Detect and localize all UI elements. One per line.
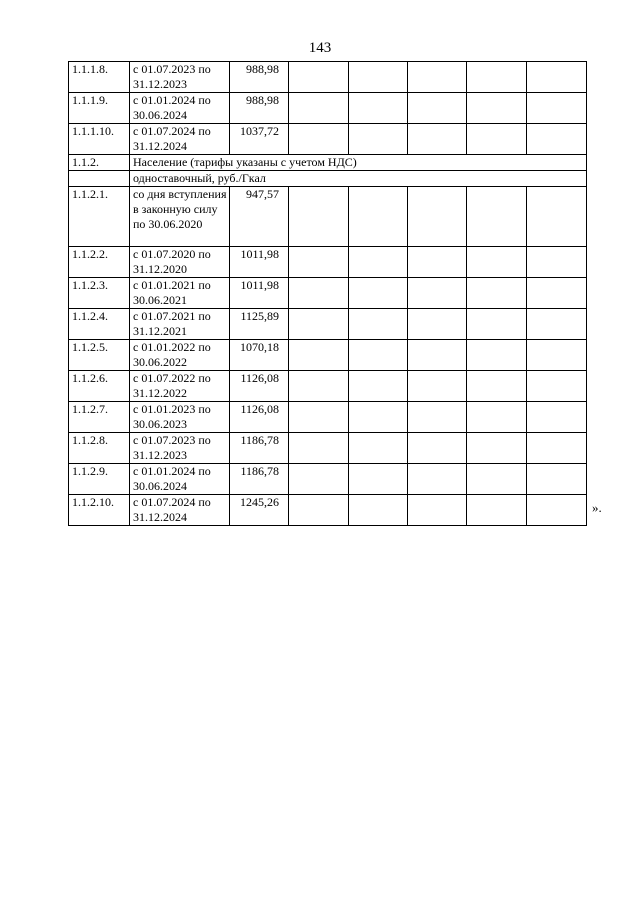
row-number: 1.1.2.8.: [69, 433, 130, 464]
table-row: [69, 278, 587, 309]
row-period: с 01.01.2024 по 30.06.2024: [130, 464, 230, 495]
empty-cell: [527, 309, 587, 340]
row-tariff-value: 1011,98: [230, 247, 289, 278]
empty-cell: [467, 433, 527, 464]
row-number: 1.1.2.9.: [69, 464, 130, 495]
row-tariff-value: 1125,89: [230, 309, 289, 340]
tariff-table: [68, 61, 587, 526]
empty-cell: [467, 124, 527, 155]
row-tariff-value: 1070,18: [230, 340, 289, 371]
row-period: со дня вступления в законную силу по 30.06.2020: [130, 187, 230, 247]
empty-cell: [349, 62, 408, 93]
empty-cell: [408, 464, 467, 495]
row-period: с 01.01.2021 по 30.06.2021: [130, 278, 230, 309]
empty-cell: [408, 309, 467, 340]
table-row: [69, 340, 587, 371]
row-number: 1.1.1.10.: [69, 124, 130, 155]
row-period: с 01.01.2022 по 30.06.2022: [130, 340, 230, 371]
empty-cell: [467, 278, 527, 309]
empty-cell: [289, 278, 349, 309]
empty-cell: [527, 187, 587, 247]
empty-cell: [408, 433, 467, 464]
table-row: [69, 495, 587, 526]
empty-cell: [289, 93, 349, 124]
table-row: [69, 93, 587, 124]
empty-cell: [527, 62, 587, 93]
row-tariff-value: 1186,78: [230, 464, 289, 495]
table-body-top: [69, 62, 587, 155]
row-tariff-value: 988,98: [230, 62, 289, 93]
empty-cell: [467, 93, 527, 124]
empty-cell: [527, 93, 587, 124]
empty-cell: [408, 93, 467, 124]
empty-cell: [289, 433, 349, 464]
empty-cell: [527, 371, 587, 402]
row-number: 1.1.2.1.: [69, 187, 130, 247]
empty-cell: [349, 464, 408, 495]
section-header: [69, 155, 587, 187]
row-number: 1.1.2.6.: [69, 371, 130, 402]
empty-cell: [349, 371, 408, 402]
empty-cell: [527, 402, 587, 433]
table-row: [69, 187, 587, 247]
empty-cell: [467, 187, 527, 247]
row-tariff-value: 1126,08: [230, 402, 289, 433]
empty-cell: [349, 433, 408, 464]
empty-cell: [527, 433, 587, 464]
closing-quote: ».: [592, 500, 602, 515]
table-row: [69, 124, 587, 155]
empty-cell: [467, 402, 527, 433]
empty-cell: [349, 402, 408, 433]
row-number: 1.1.1.8.: [69, 62, 130, 93]
empty-cell: [289, 371, 349, 402]
empty-cell: [289, 309, 349, 340]
row-number: 1.1.2.3.: [69, 278, 130, 309]
row-period: с 01.07.2022 по 31.12.2022: [130, 371, 230, 402]
section-subtitle-row: [69, 171, 587, 187]
section-title: Население (тарифы указаны с учетом НДС): [130, 155, 587, 171]
page-number: 143: [308, 40, 332, 56]
empty-cell: [289, 495, 349, 526]
row-period: с 01.01.2023 по 30.06.2023: [130, 402, 230, 433]
empty-cell: [349, 93, 408, 124]
section-subtitle-number-cell: [69, 171, 130, 187]
row-period: с 01.07.2023 по 31.12.2023: [130, 433, 230, 464]
empty-cell: [289, 340, 349, 371]
empty-cell: [349, 340, 408, 371]
empty-cell: [408, 187, 467, 247]
empty-cell: [467, 247, 527, 278]
row-tariff-value: 1126,08: [230, 371, 289, 402]
empty-cell: [289, 464, 349, 495]
row-tariff-value: 1186,78: [230, 433, 289, 464]
table-row: [69, 433, 587, 464]
row-period: с 01.07.2023 по 31.12.2023: [130, 62, 230, 93]
row-tariff-value: 988,98: [230, 93, 289, 124]
row-period: с 01.07.2024 по 31.12.2024: [130, 124, 230, 155]
row-period: с 01.07.2020 по 31.12.2020: [130, 247, 230, 278]
empty-cell: [527, 495, 587, 526]
row-tariff-value: 947,57: [230, 187, 289, 247]
table-row: [69, 371, 587, 402]
empty-cell: [408, 340, 467, 371]
table-row: [69, 309, 587, 340]
row-period: с 01.07.2021 по 31.12.2021: [130, 309, 230, 340]
empty-cell: [467, 340, 527, 371]
empty-cell: [408, 124, 467, 155]
empty-cell: [467, 495, 527, 526]
row-number: 1.1.2.7.: [69, 402, 130, 433]
row-period: с 01.07.2024 по 31.12.2024: [130, 495, 230, 526]
empty-cell: [408, 495, 467, 526]
row-tariff-value: 1245,26: [230, 495, 289, 526]
row-number: 1.1.2.2.: [69, 247, 130, 278]
section-title-row: [69, 155, 587, 171]
empty-cell: [408, 371, 467, 402]
row-number: 1.1.2.10.: [69, 495, 130, 526]
empty-cell: [349, 495, 408, 526]
empty-cell: [527, 278, 587, 309]
empty-cell: [408, 62, 467, 93]
empty-cell: [408, 247, 467, 278]
empty-cell: [289, 124, 349, 155]
empty-cell: [349, 124, 408, 155]
empty-cell: [289, 62, 349, 93]
row-tariff-value: 1037,72: [230, 124, 289, 155]
row-number: 1.1.2.4.: [69, 309, 130, 340]
table-row: [69, 247, 587, 278]
empty-cell: [467, 464, 527, 495]
empty-cell: [527, 464, 587, 495]
empty-cell: [289, 187, 349, 247]
section-number: 1.1.2.: [69, 155, 130, 171]
empty-cell: [408, 278, 467, 309]
empty-cell: [349, 247, 408, 278]
row-number: 1.1.2.5.: [69, 340, 130, 371]
row-tariff-value: 1011,98: [230, 278, 289, 309]
table-row: [69, 464, 587, 495]
empty-cell: [467, 62, 527, 93]
empty-cell: [527, 247, 587, 278]
row-period: с 01.01.2024 по 30.06.2024: [130, 93, 230, 124]
row-number: 1.1.1.9.: [69, 93, 130, 124]
empty-cell: [349, 187, 408, 247]
empty-cell: [289, 402, 349, 433]
table-row: [69, 62, 587, 93]
empty-cell: [467, 371, 527, 402]
empty-cell: [527, 124, 587, 155]
table-body-bottom: [69, 187, 587, 526]
empty-cell: [349, 278, 408, 309]
empty-cell: [289, 247, 349, 278]
empty-cell: [527, 340, 587, 371]
empty-cell: [467, 309, 527, 340]
section-subtitle: одноставочный, руб./Гкал: [130, 171, 587, 187]
empty-cell: [408, 402, 467, 433]
empty-cell: [349, 309, 408, 340]
table-row: [69, 402, 587, 433]
